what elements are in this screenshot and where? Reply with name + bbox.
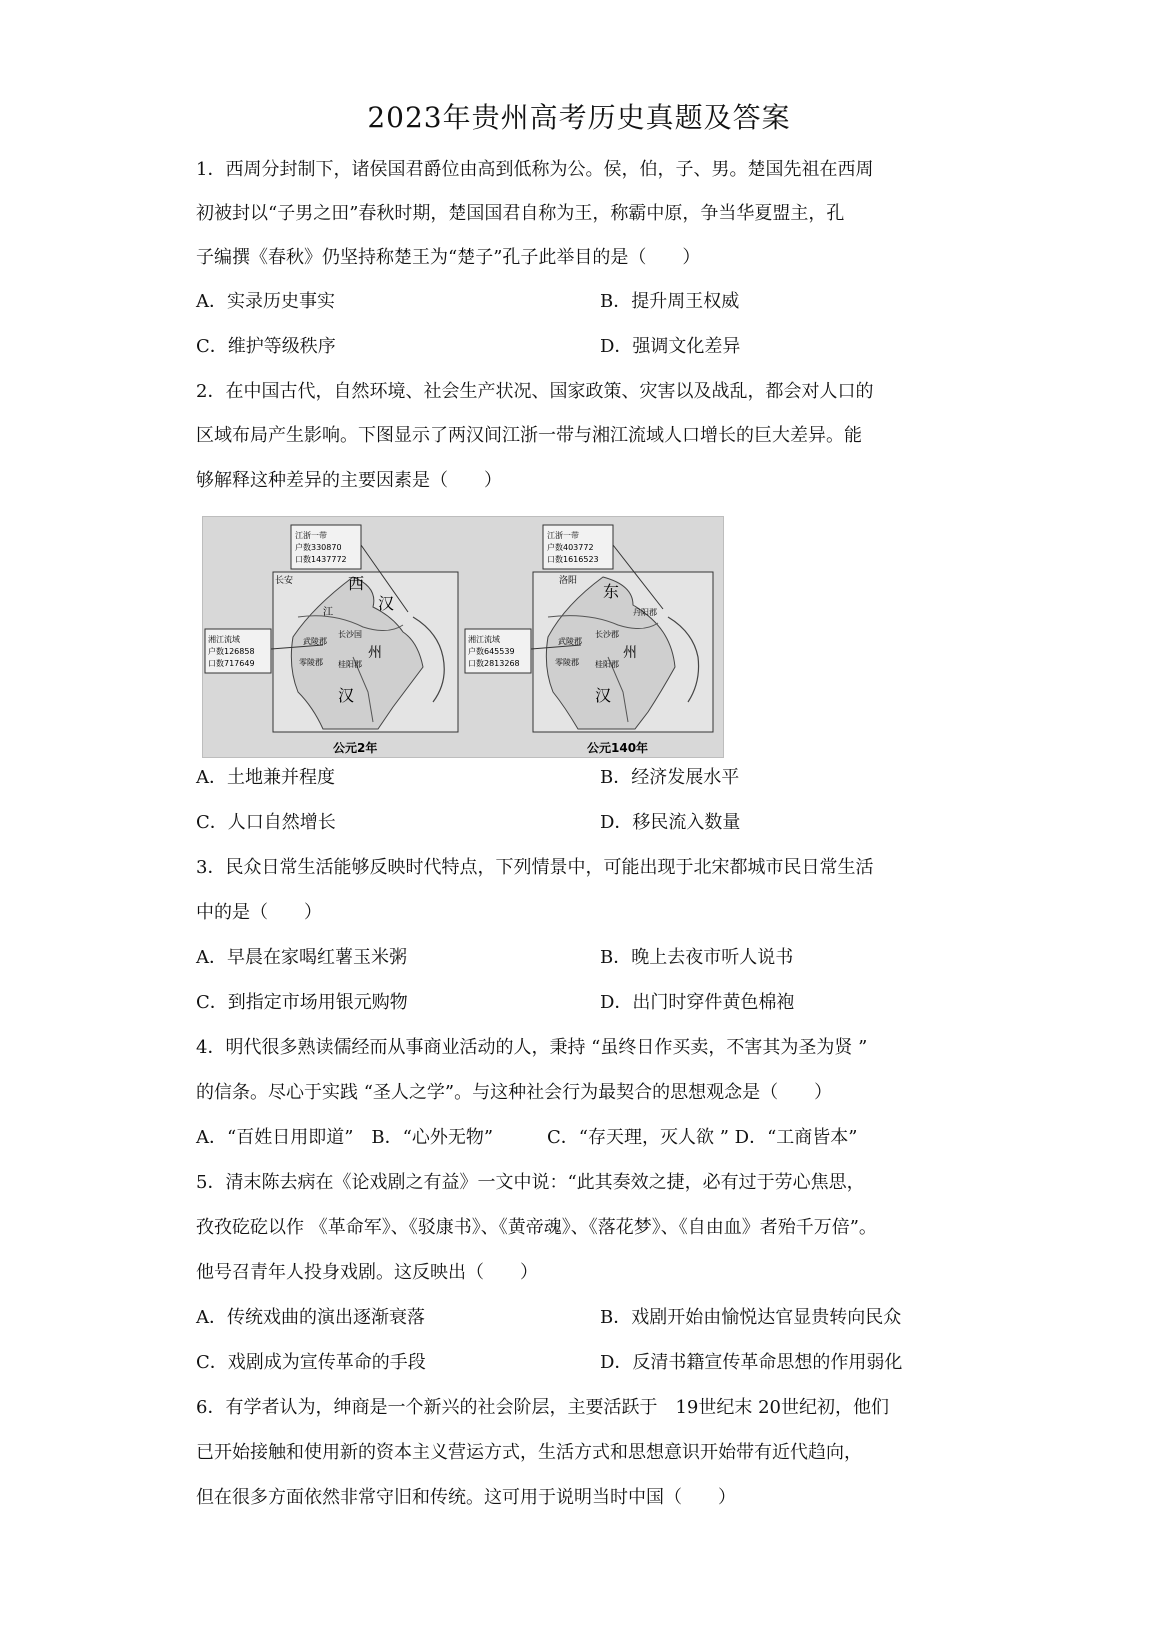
q3-line-2: 中的是（ ） — [196, 902, 322, 923]
left-map — [205, 525, 458, 755]
place-dong: 东 — [603, 582, 620, 601]
q4-options-line: A．“百姓日用即道” B．“心外无物” C．“存天理，灭人欲 ” D．“工商皆本” — [196, 1127, 858, 1148]
place-changshaguo: 长沙国 — [338, 630, 362, 639]
q5-line-2: 孜孜矻矻以作 《革命军》、《驳康书》、《黄帝魂》、《落花梦》、《自由血》者殆千万倍”。 — [196, 1217, 877, 1238]
right-side-box-line-3: 口数2813268 — [468, 659, 520, 668]
q3-line-1: 3．民众日常生活能够反映时代特点，下列情景中，可能出现于北宋都城市民日常生活 — [196, 857, 874, 878]
q6-line-1: 6．有学者认为，绅商是一个新兴的社会阶层，主要活跃于 19世纪末 20世纪初，他们 — [196, 1397, 889, 1418]
left-map-caption: 公元2年 — [333, 741, 378, 755]
q1-option-c: C．维护等级秩序 — [196, 336, 336, 357]
place-wulingjun: 武陵郡 — [303, 637, 327, 646]
q2-line-3: 够解释这种差异的主要因素是（ ） — [196, 470, 502, 491]
q6-line-3: 但在很多方面依然非常守旧和传统。这可用于说明当时中国（ ） — [196, 1487, 736, 1508]
q4-line-1: 4．明代很多熟读儒经而从事商业活动的人，秉持 “虽终日作买卖，不害其为圣为贤 ” — [196, 1037, 868, 1058]
q2-option-a: A．土地兼并程度 — [196, 767, 335, 788]
place-han: 汉 — [378, 594, 395, 613]
q1-line-1: 1．西周分封制下，诸侯国君爵位由高到低称为公。侯，伯，子、男。楚国先祖在西周 — [196, 159, 874, 180]
place-wulingjun-r: 武陵郡 — [558, 637, 582, 646]
q3-option-c: C．到指定市场用银元购物 — [196, 992, 408, 1013]
left-top-box-line-2: 户数330870 — [295, 543, 342, 552]
q2-option-b: B．经济发展水平 — [600, 767, 740, 788]
left-side-box-line-2: 户数126858 — [208, 647, 255, 656]
q3-option-b: B．晚上去夜市听人说书 — [600, 947, 794, 968]
place-zhou: 州 — [368, 645, 382, 661]
right-map — [465, 525, 713, 755]
left-top-box-line-1: 江浙一带 — [295, 531, 327, 540]
q3-option-a: A．早晨在家喝红薯玉米粥 — [196, 947, 407, 968]
q5-option-a: A．传统戏曲的演出逐渐衰落 — [196, 1307, 425, 1328]
right-top-box-line-3: 口数1616523 — [547, 555, 599, 564]
population-map-figure — [202, 516, 724, 758]
q5-line-1: 5．清末陈去病在《论戏剧之有益》一文中说：“此其奏效之捷，必有过于劳心焦思， — [196, 1172, 865, 1193]
q5-option-b: B．戏剧开始由愉悦达官显贵转向民众 — [600, 1307, 902, 1328]
q1-option-d: D．强调文化差异 — [600, 336, 741, 357]
place-changan: 长安 — [275, 576, 294, 586]
q3-option-d: D．出门时穿件黄色棉袍 — [600, 992, 795, 1013]
place-linglingjun: 零陵郡 — [299, 658, 323, 667]
place-xi: 西 — [348, 574, 365, 593]
place-luoyang: 洛阳 — [559, 576, 578, 586]
place-han-south: 汉 — [338, 686, 355, 705]
left-side-box-line-3: 口数717649 — [208, 659, 255, 668]
place-jiang: 江 — [323, 607, 333, 618]
right-side-box-line-1: 湘江流域 — [468, 635, 500, 644]
right-top-box-line-1: 江浙一带 — [547, 531, 579, 540]
place-guiyangjun: 桂阳郡 — [338, 660, 362, 669]
q1-option-b: B．提升周王权威 — [600, 291, 740, 312]
q2-option-c: C．人口自然增长 — [196, 812, 336, 833]
place-zhou-r: 州 — [623, 645, 637, 661]
right-top-box-line-2: 户数403772 — [547, 543, 594, 552]
place-linglingjun-r: 零陵郡 — [555, 658, 579, 667]
place-han-r: 汉 — [595, 686, 612, 705]
q2-option-d: D．移民流入数量 — [600, 812, 741, 833]
q1-option-a: A．实录历史事实 — [196, 291, 335, 312]
q2-line-2: 区域布局产生影响。下图显示了两汉间江浙一带与湘江流域人口增长的巨大差异。能 — [196, 425, 862, 446]
q5-option-d: D．反清书籍宣传革命思想的作用弱化 — [600, 1352, 903, 1373]
q5-line-3: 他号召青年人投身戏剧。这反映出（ ） — [196, 1262, 538, 1283]
right-side-box-line-2: 户数645539 — [468, 647, 515, 656]
page-title: 2023年贵州高考历史真题及答案 — [367, 101, 791, 134]
right-map-caption: 公元140年 — [587, 741, 649, 755]
q4-line-2: 的信条。尽心于实践 “圣人之学”。与这种社会行为最契合的思想观念是（ ） — [196, 1082, 833, 1103]
place-guiyangjun-r: 桂阳郡 — [595, 660, 619, 669]
place-changshajun-r: 长沙郡 — [595, 630, 619, 639]
map-svg — [203, 517, 723, 757]
q6-line-2: 已开始接触和使用新的资本主义营运方式，生活方式和思想意识开始带有近代趋向， — [196, 1442, 862, 1463]
q1-line-2: 初被封以“子男之田”春秋时期，楚国国君自称为王，称霸中原，争当华夏盟主，孔 — [196, 203, 845, 224]
place-danyangjun-r: 丹阳郡 — [633, 608, 657, 617]
left-side-box-line-1: 湘江流域 — [208, 635, 240, 644]
q1-line-3: 子编撰《春秋》仍坚持称楚王为“楚子”孔子此举目的是（ ） — [196, 247, 701, 268]
q2-line-1: 2．在中国古代，自然环境、社会生产状况、国家政策、灾害以及战乱，都会对人口的 — [196, 381, 874, 402]
left-top-box-line-3: 口数1437772 — [295, 555, 347, 564]
q5-option-c: C．戏剧成为宣传革命的手段 — [196, 1352, 426, 1373]
